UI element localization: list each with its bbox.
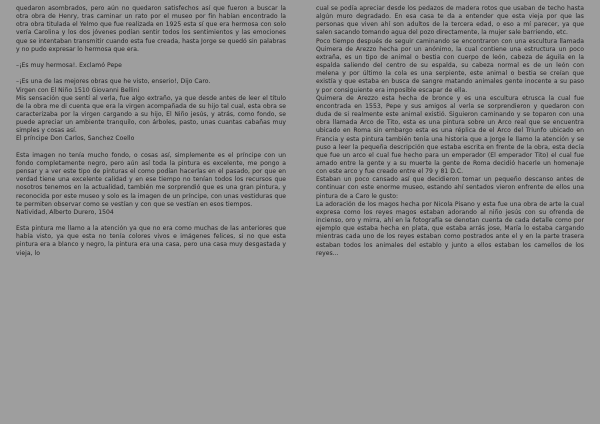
- left-page-text: [16, 5, 286, 258]
- text-line: Virgen con El Niño 1510 Giovanni Bellini: [16, 86, 140, 94]
- paragraph: Estaban un poco cansado así que decidieron tomar un pequeño descanso antes de continuar con este enorme museo, estando ahí sentados vieron enfrente de ellos una pintura de a Caro le gusto:: [316, 176, 584, 200]
- text-line: Natividad, Alberto Durero, 1504: [16, 208, 114, 216]
- paragraph-spacer: [16, 217, 286, 225]
- paragraph: Esta imagen no tenía mucho fondo, o cosas así, simplemente es el príncipe con un fondo completamente negro, pero aún así toda la pintura es excelente, me pongo a pensar y a ver este tipo de pinturas el como podían hacerlas en el pasado, por que en verdad tiene una excelente calidad y en ese tiempo no tenían todos los recursos que nosotros tenemos en la actualidad, también me sorprendió que es una gran pintura, y reconocida por este museo y solo es la imagen de un príncipe, con unas vestiduras que te permiten observar como se vestían y con que se vestían en esos tiempos.: [16, 151, 286, 208]
- paragraph: quedaron asombrados, pero aún no quedaron satisfechos así que fueron a buscar la otra obra de Henry, tras caminar un rato por el museo por fin habían encontrado la otra obra titulada el Yelmo que fue realizada en 1925 esta sí que era hermosa con solo vería Carolina y los dos jóvenes podían sentir todos los sentimientos y las emociones que se intentaban transmitir cuando esta fue creada, hasta Jorge se quedó sin palabras y no pudo expresar lo hermosa que era.: [16, 5, 286, 53]
- paragraph: La adoración de los magos hecha por Nicola Pisano y esta fue una obra de arte la cual expresa como los reyes magos estaban adorando al niño jesús con su ofrenda de incienso, oro y mirra, ahí en la fotografía se denotan cuenta de cada detalle como por ejemplo que estaba hecha en plata, que estaba arrás jose, María lo estaba cargando mientras cada uno de los reyes estaban como postrados ante el y en la parte trasera estaban todos los animales del establo y junto a ellos estaban los camellos de los reyes...: [316, 200, 584, 257]
- paragraph: Mis sensación que sentí al verla, fue algo extraño, ya que desde antes de leer el título de la obra me di cuenta que era la virgen acompañada de su hijo tal cual, esta obra se caracterizaba por la virgen cargando a su hijo, El Niño jesús, y atrás, como fondo, se puede apreciar un ambiente tranquilo, con árboles, pasto, unas cuantas cabañas muy simples y cosas así.: [16, 94, 286, 135]
- paragraph-spacer: [16, 70, 286, 78]
- paragraph: Esta pintura me llamo a la atención ya que no era como muchas de las anteriores que había visto, ya que esta no tenía colores vivos e imágenes felices, si no que esta pintura era a blanco y negro, la pintura era una casa, pero una casa muy desgastada y vieja, lo: [16, 225, 286, 257]
- paragraph: Quimera de Arezzo esta hecha de bronce y es una escultura etrusca la cual fue encontrada en 1553, Pepe y sus amigos al verla se sorprendieron y quedaron con duda de si realmente este animal existió. Siguieron caminando y se toparon con una obra llamada Arco de Tito, esta es una pintura sobre un Arco real que se encuentra ubicado en Roma sin embargo esta es una réplica de el Arco del Triunfo ubicado en Francia y esta pintura también tenía una historia que a Jorge le llamo la atención y se puso a leer la pequeña descripción que estaba escrita en frente de la obra, esta decía que fue un arco el cual fue hecho para un emperador (El emperador Tito) el cual fue amado entre la gente y a su muerte la gente de Roma decidió hacerle un homenaje con este arco y fue creado entre el 79 y 81 D.C.: [316, 94, 584, 176]
- text-line: –¡Es una de las mejores obras que he visto, enserio!, Dijo Caro.: [16, 78, 211, 86]
- text-line: El príncipe Don Carlos, Sanchez Coello: [16, 135, 135, 143]
- text-line: –¡Es muy hermosa!. Exclamó Pepe: [16, 62, 122, 70]
- paragraph-spacer: [16, 54, 286, 62]
- paragraph: cual se podía apreciar desde los pedazos de madera rotos que usaban de techo hasta algún muro degradado. En esa casa te da a entender que esta vieja por que las personas que viven ahí son adultos de la tercera edad, o eso a mí parecer, ya que salen sacando tomando agua del pozo directamente, la mujer sale barriendo, etc.: [316, 5, 584, 37]
- paragraph-spacer: [16, 144, 286, 152]
- right-page-text: [316, 5, 584, 258]
- paragraph: Poco tiempo después de seguir caminando se encontraron con una escultura llamada Quimera de Arezzo hecha por un anónimo, la cual contiene una estructura un poco extraña, es un tipo de animal o bestia con cuerpo de león, cabeza de águila en la espalda saliendo del centro de su espalda, su cabeza normal es de un león con melena y por último la cola es una serpiente, este animal o bestia se creían que existía y que estaba en busca de sangre matando animales gente inocente a su paso y por consiguiente era imposible escapar de ella.: [316, 37, 584, 94]
